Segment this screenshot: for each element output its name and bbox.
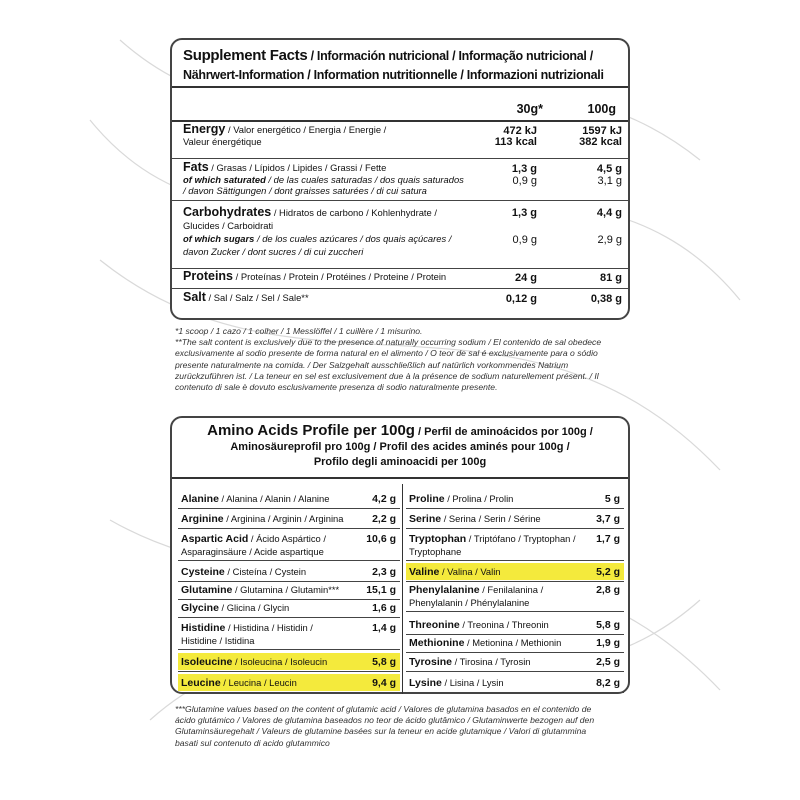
footnote-line: exclusivamente al sodio presente de forma natural en el alimento / O teor de sal é exclusivamente para o sódio bbox=[175, 348, 598, 359]
sugars-label-translations: / de los cuales azúcares / dos quais açúcares / bbox=[254, 233, 452, 244]
divider bbox=[172, 268, 628, 269]
amino-histidine-label: Histidine / Histidina / Histidin / Histidine / Istidina bbox=[181, 622, 313, 646]
row-divider bbox=[406, 634, 624, 635]
amino-valine-value: 5,2 g bbox=[596, 566, 620, 578]
title-divider bbox=[172, 86, 628, 88]
proteins-label: Proteins bbox=[183, 269, 234, 283]
amino-aspartic-acid-value: 10,6 g bbox=[366, 533, 396, 545]
row-divider bbox=[406, 692, 624, 693]
amino-glutamine-label: Glutamine / Glutamina / Glutamin*** bbox=[181, 584, 340, 596]
amino-phenylalanine-label: Phenylalanine / Fenilalanina / Phenylalanin / Phénylalanine bbox=[409, 584, 544, 608]
amino-aspartic-acid-label: Aspartic Acid / Ácido Aspártico / Asparaginsäure / Acide aspartique bbox=[181, 533, 326, 557]
amino-leucine-label: Leucine / Leucina / Leucin bbox=[181, 677, 297, 689]
amino-threonine-label: Threonine / Treonina / Threonin bbox=[409, 619, 549, 631]
carbohydrates-row bbox=[183, 206, 623, 264]
fats-row bbox=[183, 162, 623, 198]
amino-glutamine-value: 15,1 g bbox=[366, 584, 396, 596]
divider bbox=[172, 200, 628, 201]
amino-proline-value: 5 g bbox=[604, 493, 620, 505]
proteins-row bbox=[183, 271, 623, 287]
saturated-value-30g: 0,9 g bbox=[512, 175, 537, 187]
amino-alanine-label: Alanine / Alanina / Alanin / Alanine bbox=[181, 493, 330, 505]
row-divider bbox=[178, 617, 400, 618]
amino-tyrosine-value: 2,5 g bbox=[596, 656, 620, 668]
row-divider bbox=[178, 692, 400, 693]
amino-methionine-label: Methionine / Metionina / Methionin bbox=[409, 637, 562, 649]
amino-isoleucine-label: Isoleucine / Isoleucina / Isoleucin bbox=[181, 656, 328, 668]
energy-row bbox=[183, 124, 623, 154]
divider bbox=[172, 288, 628, 289]
saturated-label: of which saturated bbox=[183, 173, 266, 185]
supplement-facts-panel bbox=[170, 38, 630, 320]
amino-methionine-value: 1,9 g bbox=[596, 637, 620, 649]
energy-value-30g: 472 kJ 113 kcal bbox=[494, 125, 537, 148]
salt-label-translations: / Sal / Salz / Sel / Sale** bbox=[205, 292, 309, 303]
row-divider bbox=[178, 671, 400, 672]
amino-glycine-value: 1,6 g bbox=[372, 602, 396, 614]
amino-proline-label: Proline / Prolina / Prolin bbox=[409, 493, 514, 505]
title-line2: Nährwert-Information / Information nutritionnelle / Informazioni nutrizionali bbox=[183, 68, 604, 82]
amino-title-divider bbox=[172, 477, 628, 479]
amino-leucine-value: 9,4 g bbox=[372, 677, 396, 689]
divider bbox=[172, 158, 628, 159]
salt-label: Salt bbox=[183, 290, 206, 304]
amino-cysteine-label: Cysteine / Cisteína / Cystein bbox=[181, 566, 307, 578]
amino-title-main: Amino Acids Profile per 100g bbox=[207, 422, 415, 439]
amino-threonine-value: 5,8 g bbox=[596, 619, 620, 631]
footnote-line: Glutaminsäuregehalt / Valeurs de glutamine basées sur la teneur en acide glutamique / Valori di glutammina bbox=[175, 726, 587, 737]
energy-label: Energy bbox=[183, 122, 226, 136]
footnote-line: *1 scoop / 1 cazo / 1 colher / 1 Messlöffel / 1 cuillère / 1 misurino. bbox=[175, 326, 423, 336]
amino-serine-label: Serine / Serina / Serin / Sérine bbox=[409, 513, 541, 525]
carbohydrates-value-30g: 1,3 g bbox=[511, 207, 537, 219]
amino-arginine-value: 2,2 g bbox=[372, 513, 396, 525]
glutamine-footnote bbox=[175, 704, 630, 749]
row-divider bbox=[178, 528, 400, 529]
row-divider bbox=[178, 581, 400, 582]
amino-alanine-value: 4,2 g bbox=[372, 493, 396, 505]
amino-lysine-value: 8,2 g bbox=[596, 677, 620, 689]
saturated-value-100g: 3,1 g bbox=[597, 175, 622, 187]
footnote-line: contenuto di sale è dovuto esclusivamente presenza di sodio naturalmente presente. bbox=[175, 382, 498, 393]
footnote-line: zurückzuführen ist. / La teneur en sel est exclusivement due à la présence de sodium naturellement présent. / Il bbox=[175, 370, 599, 381]
title-main: Supplement Facts bbox=[183, 47, 308, 64]
amino-isoleucine-value: 5,8 g bbox=[372, 656, 396, 668]
amino-title-rest: / Perfil de aminoácidos por 100g / bbox=[414, 426, 593, 438]
supplement-facts-title bbox=[183, 46, 623, 85]
amino-acids-title bbox=[172, 423, 628, 470]
amino-tyrosine-label: Tyrosine / Tirosina / Tyrosin bbox=[409, 656, 531, 668]
row-divider bbox=[178, 599, 400, 600]
saturated-label-line2: / davon Sättigungen / dont graisses saturées / di cui satura bbox=[183, 185, 427, 196]
footnote-line: ácido glutámico / Valores de glutamina baseados no teor de ácido glutâmico / Glutaminwerte bezogen auf den bbox=[175, 715, 595, 726]
sugars-label-line2: davon Zucker / dont sucres / di cui zuccheri bbox=[183, 246, 364, 257]
row-divider bbox=[406, 560, 624, 561]
row-divider bbox=[406, 611, 624, 612]
column-header-30g: 30g* bbox=[516, 102, 543, 116]
row-divider bbox=[178, 560, 400, 561]
salt-value-100g: 0,38 g bbox=[590, 293, 622, 305]
fats-value-30g: 1,3 g bbox=[511, 163, 537, 175]
energy-label-translations: / Valor energético / Energia / Energie / bbox=[225, 124, 387, 135]
sugars-value-30g: 0,9 g bbox=[512, 234, 537, 246]
row-divider bbox=[406, 652, 624, 653]
row-divider bbox=[406, 671, 624, 672]
amino-valine-label: Valine / Valina / Valin bbox=[409, 566, 501, 578]
carbohydrates-label-line2: Glucides / Carboidrati bbox=[183, 220, 274, 231]
amino-cysteine-value: 2,3 g bbox=[372, 566, 396, 578]
amino-title-line3: Profilo degli aminoacidi per 100g bbox=[313, 456, 487, 468]
column-divider bbox=[402, 484, 403, 694]
row-divider bbox=[406, 581, 624, 582]
carbohydrates-label: Carbohydrates bbox=[183, 205, 272, 219]
sugars-value-100g: 2,9 g bbox=[597, 234, 622, 246]
row-divider bbox=[406, 528, 624, 529]
fats-label-translations: / Grasas / Lípidos / Lipides / Grassi / Fette bbox=[208, 162, 387, 173]
amino-serine-value: 3,7 g bbox=[596, 513, 620, 525]
title-rest: / Información nutricional / Informação nutricional / bbox=[307, 49, 593, 63]
row-divider bbox=[178, 508, 400, 509]
amino-title-line2: Aminosäureprofil pro 100g / Profil des acides aminés pour 100g / bbox=[230, 441, 570, 453]
proteins-label-translations: / Proteínas / Protein / Protéines / Proteine / Protein bbox=[233, 271, 447, 282]
serving-and-salt-footnote bbox=[175, 326, 630, 393]
proteins-value-30g: 24 g bbox=[514, 272, 537, 284]
header-divider bbox=[172, 120, 628, 122]
carbohydrates-value-100g: 4,4 g bbox=[596, 207, 622, 219]
column-header-100g: 100g bbox=[587, 102, 616, 116]
amino-tryptophan-value: 1,7 g bbox=[596, 533, 620, 545]
sugars-label: of which sugars bbox=[183, 233, 255, 244]
footnote-line: **The salt content is exclusively due to the presence of naturally occurring sodium / El contenido de sal obedece bbox=[175, 337, 602, 348]
row-divider bbox=[406, 508, 624, 509]
salt-row bbox=[183, 292, 623, 308]
amino-tryptophan-label: Tryptophan / Triptófano / Tryptophan / Tryptophane bbox=[409, 533, 576, 557]
fats-label: Fats bbox=[183, 160, 209, 174]
amino-arginine-label: Arginine / Arginina / Arginin / Arginina bbox=[181, 513, 344, 525]
amino-glycine-label: Glycine / Glicina / Glycin bbox=[181, 602, 290, 614]
footnote-line: ***Glutamine values based on the content of glutamic acid / Valores de glutamina basados en el contenido de bbox=[175, 704, 592, 714]
energy-value-100g: 1597 kJ 382 kcal bbox=[579, 125, 622, 148]
amino-phenylalanine-value: 2,8 g bbox=[596, 584, 620, 596]
footnote-line: presente naturalmente na comida. / Der Salzgehalt ausschließlich auf natürlich vorkommendes Natrium bbox=[175, 359, 569, 370]
proteins-value-100g: 81 g bbox=[599, 272, 622, 284]
amino-acids-panel bbox=[170, 416, 630, 694]
amino-histidine-value: 1,4 g bbox=[372, 622, 396, 634]
saturated-label-translations: / de las cuales saturadas / dos quais saturados bbox=[265, 173, 464, 185]
carbohydrates-label-translations: / Hidratos de carbono / Kohlenhydrate / bbox=[271, 207, 437, 218]
salt-value-30g: 0,12 g bbox=[505, 293, 537, 305]
energy-label-line2: Valeur énergétique bbox=[183, 135, 262, 147]
footnote-line: basati sul contenuto di acido glutammico bbox=[175, 737, 330, 748]
row-divider bbox=[178, 649, 400, 650]
amino-lysine-label: Lysine / Lisina / Lysin bbox=[409, 677, 504, 689]
fats-value-100g: 4,5 g bbox=[596, 163, 622, 175]
